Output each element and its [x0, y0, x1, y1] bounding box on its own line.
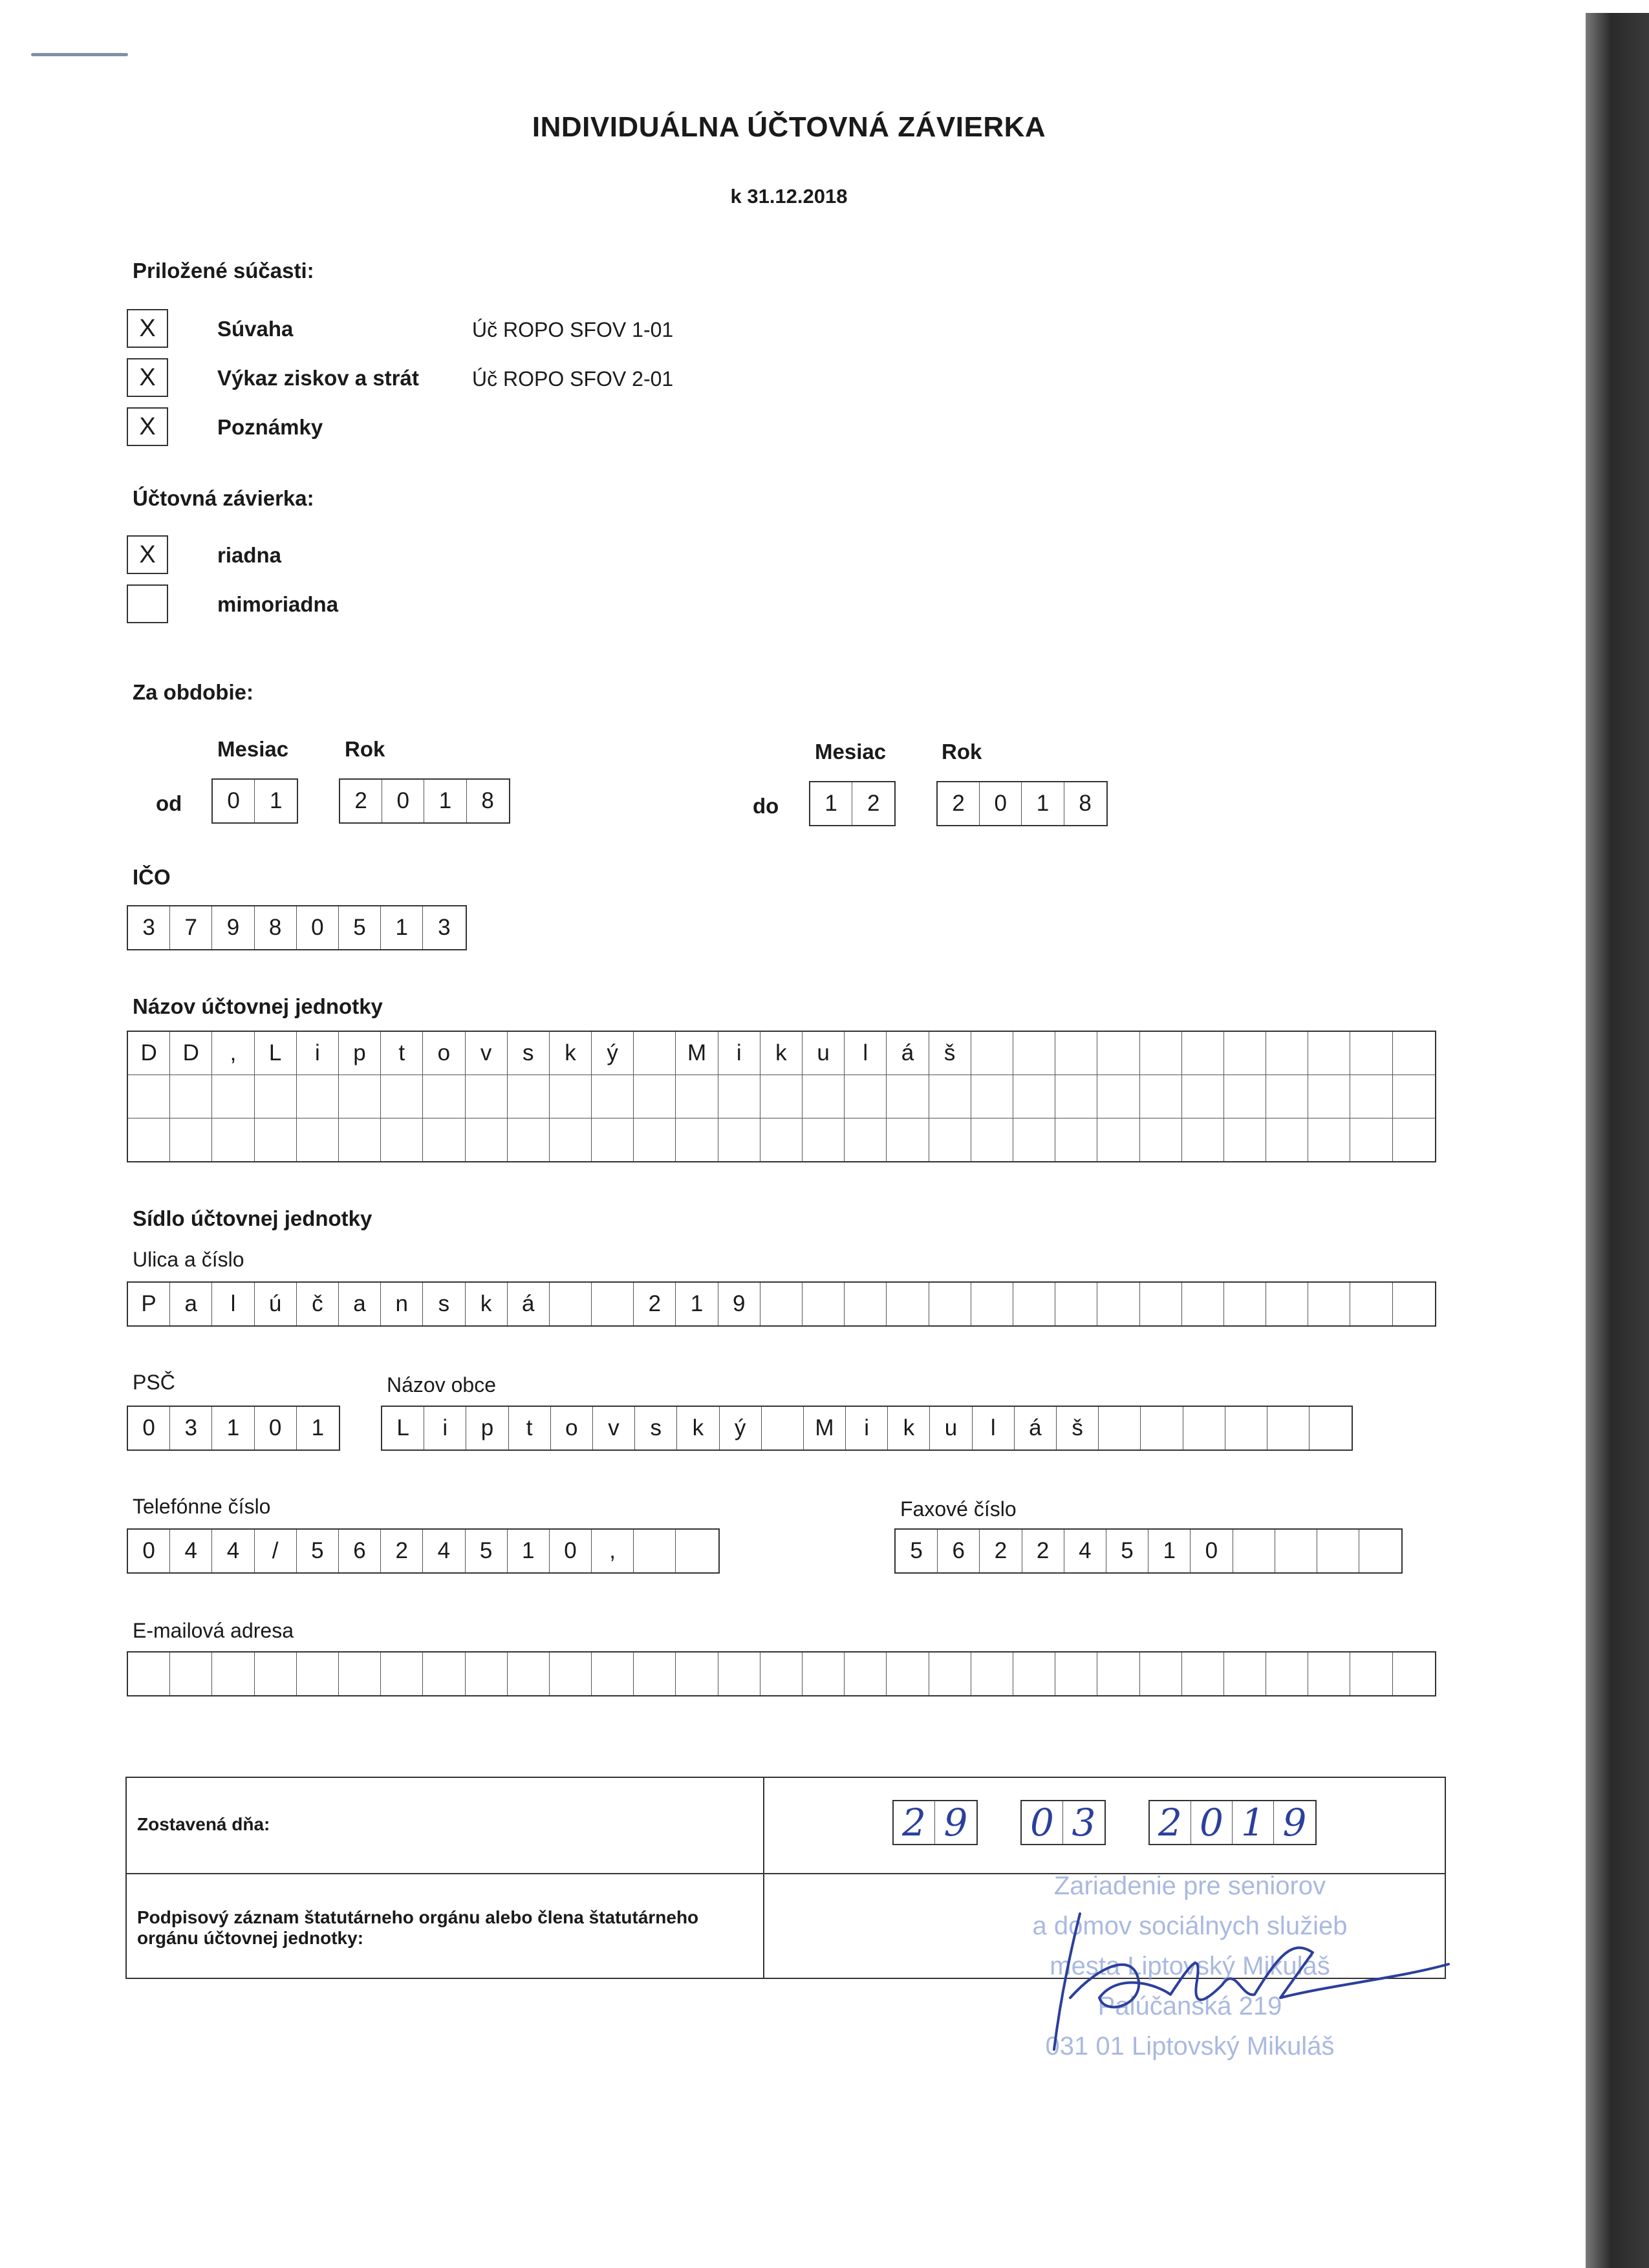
entity-name-cell — [803, 1075, 845, 1118]
entity-name-cell — [760, 1118, 803, 1161]
email-cell — [508, 1653, 550, 1695]
ico-cell: 3 — [438, 915, 451, 940]
town-cell — [1183, 1407, 1225, 1450]
phone-cell: 1 — [508, 1530, 550, 1572]
town-field[interactable] — [381, 1406, 1353, 1451]
email-cell — [339, 1653, 381, 1695]
checkbox-mimoriadna[interactable] — [127, 584, 168, 623]
document-title: INDIVIDUÁLNA ÚČTOVNÁ ZÁVIERKA — [532, 111, 1046, 143]
street-cell — [1224, 1283, 1266, 1325]
entity-name-row — [128, 1032, 1435, 1075]
stamp-line: Palúčanská 219 — [1097, 1992, 1282, 2020]
entity-name-cell: l — [845, 1032, 887, 1075]
entity-name-cell: ý — [592, 1032, 634, 1075]
stamp-line: Zariadenie pre seniorov — [1053, 1872, 1326, 1900]
ico-cell: 5 — [339, 906, 381, 949]
table-divider — [763, 1777, 764, 1979]
stamp-line: 031 01 Liptovský Mikuláš — [1045, 2032, 1335, 2060]
phone-label: Telefónne číslo — [133, 1495, 271, 1518]
street-cell: á — [508, 1283, 550, 1325]
entity-name-cell — [887, 1075, 929, 1118]
entity-name-row — [128, 1118, 1435, 1161]
entity-name-cell: i — [718, 1032, 760, 1075]
entity-name-cell — [971, 1075, 1013, 1118]
entity-name-cell — [1393, 1075, 1435, 1118]
email-cell — [170, 1653, 212, 1695]
from-month-field[interactable] — [211, 778, 298, 824]
checkbox-riadna[interactable]: X — [127, 535, 168, 574]
psc-field[interactable] — [127, 1406, 340, 1451]
street-cell — [1140, 1283, 1182, 1325]
entity-name-cell — [423, 1075, 465, 1118]
entity-name-cell — [297, 1118, 339, 1161]
entity-name-cell — [255, 1118, 297, 1161]
town-cell: t — [509, 1407, 551, 1450]
fax-cell: 0 — [1191, 1530, 1233, 1572]
entity-name-cell — [1393, 1118, 1435, 1161]
fax-cell — [1317, 1530, 1359, 1572]
entity-name-cell — [1182, 1032, 1224, 1075]
entity-name-cell — [1013, 1075, 1055, 1118]
street-cell: k — [466, 1283, 508, 1325]
street-cell — [1055, 1283, 1097, 1325]
psc-cell: 0 — [128, 1407, 170, 1450]
street-cell — [1393, 1283, 1435, 1325]
fax-cell: 5 — [1106, 1530, 1148, 1572]
entity-name-cell — [423, 1118, 465, 1161]
entity-name-cell — [845, 1075, 887, 1118]
handwritten-digit: 2 — [1150, 1801, 1191, 1844]
fax-cell: 1 — [1148, 1530, 1191, 1572]
street-cell — [803, 1283, 845, 1325]
fax-cell — [1233, 1530, 1275, 1572]
town-cell — [1141, 1407, 1183, 1450]
fax-label: Faxové číslo — [900, 1497, 1017, 1521]
from-month-digit: 0 — [213, 780, 255, 822]
email-cell — [1182, 1653, 1224, 1695]
email-label: E-mailová adresa — [133, 1619, 294, 1642]
from-year-label: Rok — [345, 737, 385, 761]
entity-name-cell — [1055, 1075, 1097, 1118]
compiled-month-field[interactable] — [1020, 1800, 1106, 1845]
from-year-digit: 8 — [481, 788, 494, 813]
fax-cell: 4 — [1064, 1530, 1106, 1572]
entity-name-cell — [550, 1118, 592, 1161]
email-cell — [803, 1653, 845, 1695]
entity-name-cell: k — [550, 1032, 592, 1075]
email-cell — [1393, 1653, 1435, 1695]
street-cell — [1266, 1283, 1308, 1325]
stamp-line: a domov sociálnych služieb — [1032, 1912, 1348, 1940]
entity-name-cell — [1097, 1118, 1139, 1161]
town-cell: š — [1057, 1407, 1099, 1450]
phone-cell: 5 — [466, 1530, 508, 1572]
email-cell — [381, 1653, 423, 1695]
street-cell — [1097, 1283, 1139, 1325]
email-cell — [676, 1653, 718, 1695]
street-field[interactable] — [127, 1281, 1436, 1327]
attached-code-suvaha: Úč ROPO SFOV 1-01 — [472, 318, 674, 341]
entity-name-cell — [466, 1075, 508, 1118]
entity-name-row — [128, 1075, 1435, 1118]
ico-cell: 3 — [128, 906, 170, 949]
street-cell — [550, 1283, 592, 1325]
entity-name-cell: v — [466, 1032, 508, 1075]
entity-name-cell — [550, 1075, 592, 1118]
phone-cell: 5 — [297, 1530, 339, 1572]
fax-field[interactable] — [894, 1528, 1403, 1574]
attached-label: Priložené súčasti: — [133, 259, 314, 283]
phone-cell: 4 — [423, 1530, 465, 1572]
town-cell: L — [382, 1407, 424, 1450]
street-cell — [929, 1283, 971, 1325]
entity-name-cell — [212, 1075, 254, 1118]
email-cell — [297, 1653, 339, 1695]
handwritten-digit: 2 — [894, 1801, 935, 1844]
entity-name-cell: s — [508, 1032, 550, 1075]
handwritten-signature — [1009, 1888, 1461, 2056]
ico-cell: 7 — [170, 906, 212, 949]
entity-name-cell — [803, 1118, 845, 1161]
email-cell — [718, 1653, 760, 1695]
email-cell — [845, 1653, 887, 1695]
ico-cell: 1 — [381, 906, 423, 949]
email-cell — [1266, 1653, 1308, 1695]
fax-cell: 6 — [938, 1530, 980, 1572]
entity-name-cell — [1182, 1118, 1224, 1161]
entity-name-cell — [1140, 1118, 1182, 1161]
period-label: Za obdobie: — [133, 680, 253, 704]
stamp-line: mesta Liptovský Mikuláš — [1050, 1952, 1330, 1980]
phone-field[interactable] — [127, 1528, 720, 1574]
town-cell — [1310, 1407, 1352, 1450]
entity-name-cell — [634, 1118, 676, 1161]
street-cell: ú — [255, 1283, 297, 1325]
phone-cell: / — [255, 1530, 297, 1572]
entity-name-cell — [676, 1118, 718, 1161]
psc-cell: 1 — [212, 1407, 254, 1450]
street-cell — [1308, 1283, 1350, 1325]
street-cell: P — [128, 1283, 170, 1325]
to-month-field[interactable] — [809, 781, 896, 826]
town-cell — [762, 1407, 804, 1450]
to-year-digit: 0 — [980, 782, 1022, 825]
entity-name-cell — [1393, 1032, 1435, 1075]
handwritten-digit: 3 — [1072, 1801, 1096, 1845]
fax-cell — [1359, 1530, 1401, 1572]
to-label: do — [753, 794, 779, 818]
entity-name-cell — [634, 1032, 676, 1075]
town-cell: M — [804, 1407, 846, 1450]
psc-label: PSČ — [133, 1371, 175, 1394]
entity-name-cell — [971, 1032, 1013, 1075]
entity-name-cell — [339, 1075, 381, 1118]
entity-name-cell — [887, 1118, 929, 1161]
entity-name-cell — [718, 1075, 760, 1118]
street-cell — [1182, 1283, 1224, 1325]
attached-item-suvaha: Súvaha — [217, 317, 294, 341]
email-cell — [1140, 1653, 1182, 1695]
email-cell — [592, 1653, 634, 1695]
town-cell: v — [593, 1407, 635, 1450]
entity-name-cell — [1308, 1118, 1350, 1161]
entity-name-cell — [1224, 1032, 1266, 1075]
street-cell: l — [212, 1283, 254, 1325]
entity-name-cell: u — [803, 1032, 845, 1075]
entity-name-cell — [1182, 1075, 1224, 1118]
handwritten-digit: 9 — [1282, 1801, 1307, 1845]
phone-cell — [676, 1530, 718, 1572]
town-cell: i — [846, 1407, 888, 1450]
town-cell: i — [424, 1407, 466, 1450]
entity-name-field[interactable] — [127, 1031, 1436, 1162]
email-cell — [634, 1653, 676, 1695]
fax-cell: 5 — [896, 1530, 938, 1572]
from-year-digit: 2 — [340, 780, 382, 822]
fax-cell — [1275, 1530, 1317, 1572]
town-cell: u — [930, 1407, 972, 1450]
street-cell — [760, 1283, 803, 1325]
email-cell — [212, 1653, 254, 1695]
entity-name-cell — [297, 1075, 339, 1118]
street-cell: č — [297, 1283, 339, 1325]
entity-name-cell: k — [760, 1032, 803, 1075]
ico-label: IČO — [133, 865, 171, 889]
from-year-field[interactable] — [339, 778, 510, 824]
town-cell — [1099, 1407, 1141, 1450]
scan-mark — [31, 53, 128, 56]
entity-name-cell — [1224, 1118, 1266, 1161]
entity-name-cell — [676, 1075, 718, 1118]
phone-cell: 0 — [550, 1530, 592, 1572]
phone-cell: 2 — [381, 1530, 423, 1572]
entity-name-cell — [170, 1075, 212, 1118]
entity-name-cell — [1350, 1075, 1392, 1118]
street-cell: 9 — [718, 1283, 760, 1325]
street-cell: n — [381, 1283, 423, 1325]
to-year-digit: 2 — [938, 782, 980, 825]
attached-item-poznamky: Poznámky — [217, 415, 323, 439]
fax-cell: 2 — [980, 1530, 1022, 1572]
attached-item-vykaz: Výkaz ziskov a strát — [217, 366, 419, 390]
email-cell — [887, 1653, 929, 1695]
entity-name-cell — [634, 1075, 676, 1118]
to-year-field[interactable] — [936, 781, 1108, 826]
from-year-digit: 0 — [382, 780, 424, 822]
entity-name-cell — [929, 1118, 971, 1161]
entity-name-label: Názov účtovnej jednotky — [133, 994, 383, 1018]
entity-name-cell — [760, 1075, 803, 1118]
ico-field[interactable] — [127, 905, 467, 950]
ico-cell: 0 — [297, 906, 339, 949]
entity-name-cell — [212, 1118, 254, 1161]
street-cell — [1350, 1283, 1392, 1325]
entity-name-cell — [1097, 1032, 1139, 1075]
entity-name-cell: š — [929, 1032, 971, 1075]
from-month-digit: 1 — [270, 788, 283, 813]
phone-cell — [634, 1530, 676, 1572]
entity-name-cell — [1140, 1075, 1182, 1118]
email-cell — [550, 1653, 592, 1695]
entity-name-cell — [508, 1075, 550, 1118]
handwritten-digit: 1 — [1233, 1801, 1274, 1844]
town-cell: ý — [720, 1407, 762, 1450]
email-cell — [423, 1653, 465, 1695]
option-riadna: riadna — [217, 543, 282, 567]
entity-name-cell — [508, 1118, 550, 1161]
entity-name-cell — [1013, 1032, 1055, 1075]
email-cell — [929, 1653, 971, 1695]
town-label: Názov obce — [387, 1373, 496, 1396]
to-month-label: Mesiac — [815, 740, 887, 764]
entity-name-cell — [466, 1118, 508, 1161]
phone-cell: 0 — [128, 1530, 170, 1572]
town-cell: p — [466, 1407, 508, 1450]
entity-name-cell — [1308, 1032, 1350, 1075]
seat-label: Sídlo účtovnej jednotky — [133, 1206, 372, 1230]
psc-cell: 0 — [255, 1407, 297, 1450]
scan-edge — [1586, 13, 1649, 2268]
phone-cell: 4 — [170, 1530, 212, 1572]
as-of-date: k 31.12.2018 — [730, 185, 848, 208]
street-cell — [1013, 1283, 1055, 1325]
town-cell: k — [888, 1407, 930, 1450]
entity-name-cell — [1308, 1075, 1350, 1118]
to-year-digit: 8 — [1079, 791, 1092, 816]
entity-name-cell: i — [297, 1032, 339, 1075]
email-cell — [1097, 1653, 1139, 1695]
email-cell — [971, 1653, 1013, 1695]
entity-name-cell — [170, 1118, 212, 1161]
town-cell — [1267, 1407, 1310, 1450]
entity-name-cell — [128, 1118, 170, 1161]
town-cell: l — [973, 1407, 1015, 1450]
phone-cell: 4 — [212, 1530, 254, 1572]
street-label: Ulica a číslo — [133, 1248, 244, 1271]
to-month-digit: 2 — [867, 791, 880, 816]
from-month-label: Mesiac — [217, 737, 289, 761]
entity-name-cell — [1055, 1118, 1097, 1161]
street-cell: a — [339, 1283, 381, 1325]
street-cell: 2 — [634, 1283, 676, 1325]
ico-cell: 8 — [255, 906, 297, 949]
checkbox-suvaha[interactable]: X — [127, 309, 168, 348]
entity-name-cell — [1350, 1032, 1392, 1075]
email-cell — [760, 1653, 803, 1695]
phone-cell: 6 — [339, 1530, 381, 1572]
sign-label: Podpisový záznam štatutárneho orgánu alebo člena štatutárneho orgánu účtovnej jednotky: — [137, 1907, 699, 1948]
entity-name-cell: t — [381, 1032, 423, 1075]
compiled-year-field[interactable] — [1148, 1800, 1317, 1845]
street-cell: 1 — [676, 1283, 718, 1325]
entity-name-cell: L — [255, 1032, 297, 1075]
handwritten-digit: 9 — [943, 1801, 968, 1845]
entity-name-cell — [1140, 1032, 1182, 1075]
email-cell — [1013, 1653, 1055, 1695]
entity-name-cell: D — [170, 1032, 212, 1075]
town-cell — [1225, 1407, 1267, 1450]
to-year-label: Rok — [942, 740, 982, 764]
entity-name-cell — [592, 1075, 634, 1118]
entity-name-cell — [255, 1075, 297, 1118]
email-cell — [128, 1653, 170, 1695]
handwritten-digit: 0 — [1022, 1801, 1063, 1844]
email-cell — [1224, 1653, 1266, 1695]
town-cell: k — [677, 1407, 719, 1450]
compiled-label: Zostavená dňa: — [137, 1814, 270, 1834]
entity-name-cell — [718, 1118, 760, 1161]
entity-name-cell — [128, 1075, 170, 1118]
street-cell — [845, 1283, 887, 1325]
town-cell: á — [1015, 1407, 1057, 1450]
email-cell — [1308, 1653, 1350, 1695]
town-cell: o — [551, 1407, 593, 1450]
entity-name-cell — [1266, 1032, 1308, 1075]
entity-name-cell: D — [128, 1032, 170, 1075]
statement-type-label: Účtovná závierka: — [133, 486, 314, 510]
entity-name-cell — [381, 1075, 423, 1118]
entity-name-cell — [1224, 1075, 1266, 1118]
email-cell — [1055, 1653, 1097, 1695]
town-cell: s — [635, 1407, 677, 1450]
entity-name-cell: á — [887, 1032, 929, 1075]
entity-name-cell: M — [676, 1032, 718, 1075]
entity-name-cell: p — [339, 1032, 381, 1075]
email-field[interactable] — [127, 1651, 1436, 1696]
from-year-digit: 1 — [424, 780, 466, 822]
entity-name-cell — [592, 1118, 634, 1161]
entity-name-cell — [1055, 1032, 1097, 1075]
street-cell — [592, 1283, 634, 1325]
entity-name-cell — [1350, 1118, 1392, 1161]
fax-cell: 2 — [1022, 1530, 1064, 1572]
option-mimoriadna: mimoriadna — [217, 592, 339, 616]
street-cell: a — [170, 1283, 212, 1325]
to-year-digit: 1 — [1022, 782, 1064, 825]
entity-name-cell — [1266, 1075, 1308, 1118]
from-label: od — [156, 791, 182, 815]
ico-cell: 9 — [212, 906, 254, 949]
entity-name-cell: o — [423, 1032, 465, 1075]
to-month-digit: 1 — [810, 782, 852, 825]
entity-name-cell — [929, 1075, 971, 1118]
entity-name-cell — [971, 1118, 1013, 1161]
entity-name-cell — [1097, 1075, 1139, 1118]
street-cell — [887, 1283, 929, 1325]
email-cell — [255, 1653, 297, 1695]
entity-name-cell — [845, 1118, 887, 1161]
email-cell — [1350, 1653, 1392, 1695]
psc-cell: 1 — [311, 1415, 325, 1440]
entity-name-cell — [381, 1118, 423, 1161]
email-cell — [466, 1653, 508, 1695]
compiled-day-field[interactable] — [892, 1800, 978, 1845]
street-cell: s — [423, 1283, 465, 1325]
attached-code-vykaz: Úč ROPO SFOV 2-01 — [472, 367, 674, 390]
phone-cell: , — [592, 1530, 634, 1572]
entity-name-cell — [339, 1118, 381, 1161]
checkbox-poznamky[interactable]: X — [127, 407, 168, 446]
entity-name-cell — [1266, 1118, 1308, 1161]
entity-name-cell: , — [212, 1032, 254, 1075]
checkbox-vykaz[interactable]: X — [127, 358, 168, 397]
psc-cell: 3 — [170, 1407, 212, 1450]
handwritten-digit: 0 — [1191, 1801, 1233, 1844]
street-cell — [971, 1283, 1013, 1325]
entity-name-cell — [1013, 1118, 1055, 1161]
